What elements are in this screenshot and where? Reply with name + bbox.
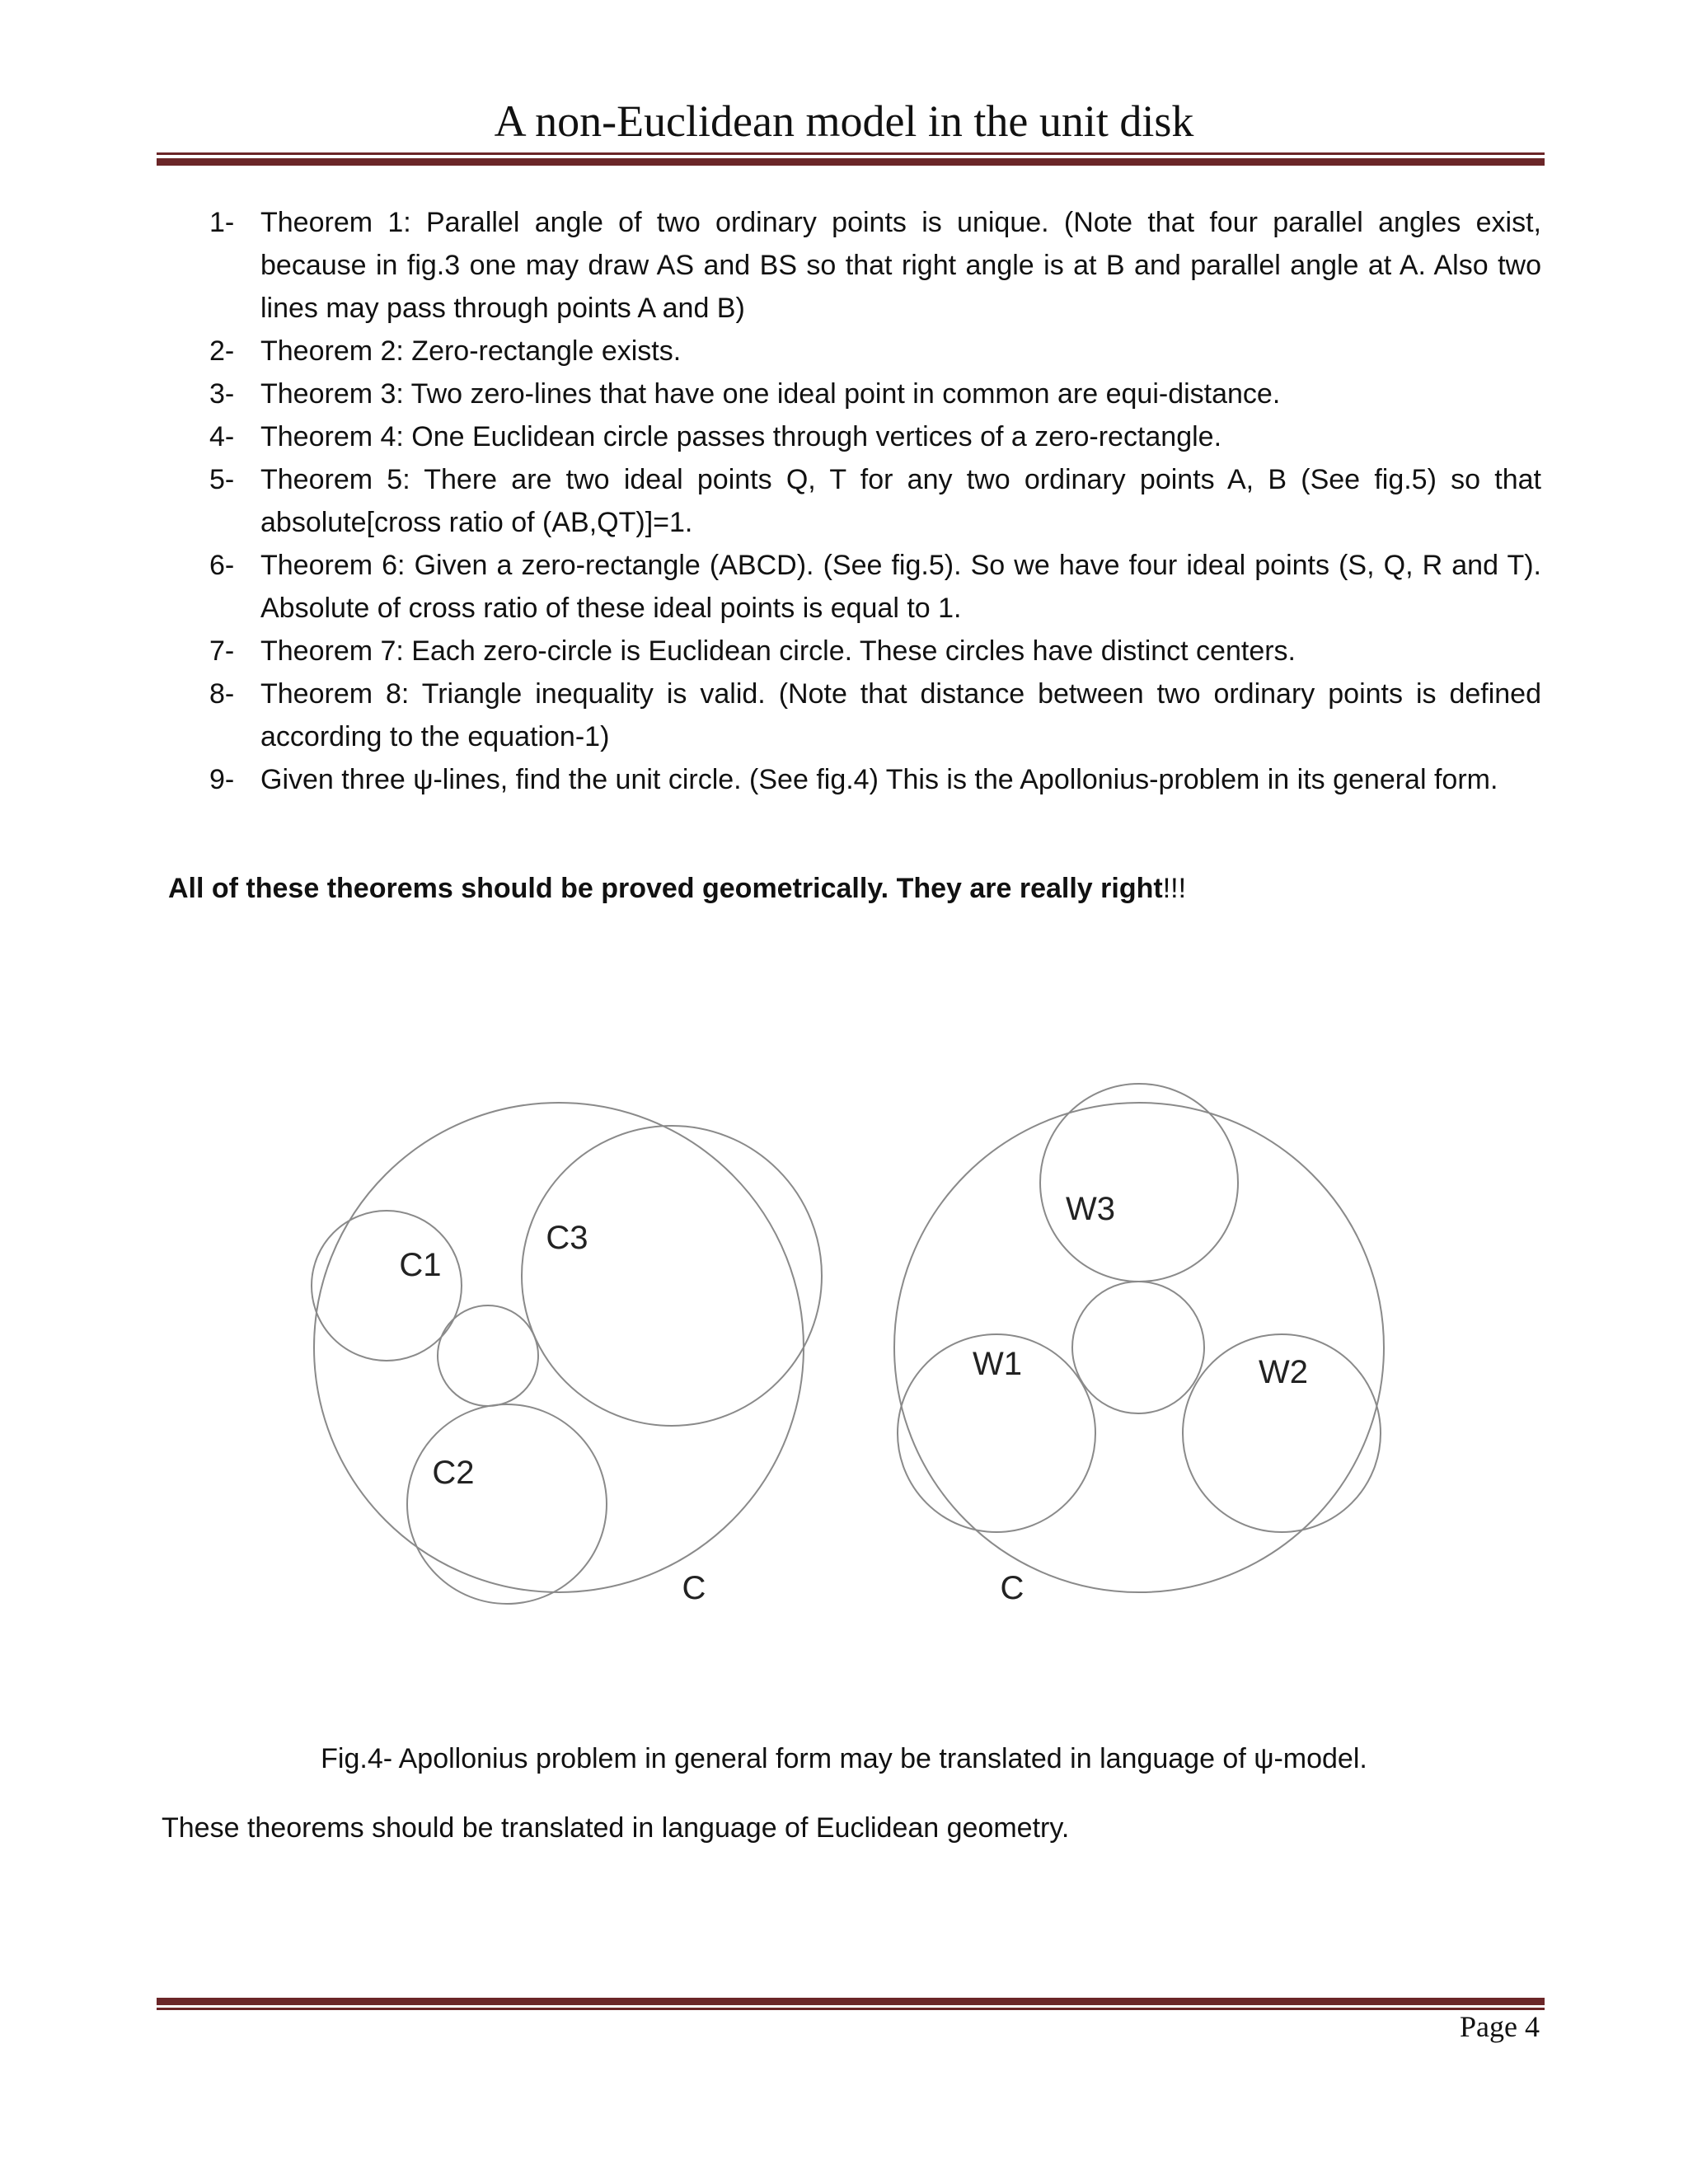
label-c1: C1: [399, 1247, 442, 1283]
list-text: Theorem 5: There are two ideal points Q, T for any two ordinary points A, B (See fig.5) so that absolute[cross ratio of (AB,QT)]=1.: [260, 464, 1541, 538]
list-item: [209, 544, 1541, 630]
header-rule-thin: [157, 152, 1545, 155]
list-number: 9-: [209, 764, 235, 795]
right-unit-circle: [894, 1103, 1384, 1592]
page-number: Page 4: [1460, 2010, 1540, 2043]
footer-rule-thin: [157, 2008, 1545, 2010]
list-number: 3-: [209, 378, 235, 410]
label-w2: W2: [1259, 1354, 1308, 1390]
footer-rule-thick: [157, 1998, 1545, 2005]
list-item: [209, 330, 1541, 373]
emphasis-bold: All of these theorems should be proved geometrically. They are really right: [168, 873, 1163, 904]
label-c-left: C: [682, 1570, 706, 1606]
list-item: [209, 630, 1541, 673]
theorem-list: [209, 201, 1541, 801]
list-text: Theorem 1: Parallel angle of two ordinary points is unique. (Note that four parallel angles exist, because in fig.3 one may draw AS and BS so that right angle is at B and parallel angle at A. Also two lines may pass through points A and B): [260, 207, 1541, 324]
label-c3: C3: [546, 1220, 588, 1256]
list-text: Theorem 7: Each zero-circle is Euclidean circle. These circles have distinct centers.: [260, 635, 1296, 667]
figure-svg: [0, 1055, 1688, 1632]
list-text: Given three ψ-lines, find the unit circle. (See fig.4) This is the Apollonius-problem in its general form.: [260, 764, 1498, 795]
closing-paragraph: These theorems should be translated in language of Euclidean geometry.: [162, 1812, 1070, 1844]
circle-c1: [312, 1211, 462, 1361]
list-item: [209, 415, 1541, 458]
label-w3: W3: [1066, 1191, 1115, 1227]
list-number: 2-: [209, 335, 235, 367]
list-item: [209, 673, 1541, 758]
header-rule-thick: [157, 158, 1545, 166]
label-c2: C2: [432, 1455, 475, 1491]
circle-c3: [522, 1126, 822, 1426]
emphasis-note: [168, 867, 1186, 910]
list-item: [209, 201, 1541, 330]
list-text: Theorem 2: Zero-rectangle exists.: [260, 335, 682, 367]
list-number: 7-: [209, 635, 235, 667]
emphasis-tail: !!!: [1162, 873, 1187, 904]
label-w1: W1: [973, 1346, 1022, 1382]
apollonius-figure: [0, 1055, 1688, 1632]
list-number: 1-: [209, 207, 235, 238]
right-inner-circle: [1072, 1282, 1204, 1413]
list-item: [209, 373, 1541, 415]
page-title: A non-Euclidean model in the unit disk: [494, 96, 1194, 146]
list-item: [209, 758, 1541, 801]
circle-c2: [407, 1404, 607, 1604]
list-text: Theorem 6: Given a zero-rectangle (ABCD). (See fig.5). So we have four ideal points (S, Q, R and T). Absolute of cross ratio of these ideal points is equal to 1.: [260, 550, 1541, 624]
list-text: Theorem 3: Two zero-lines that have one ideal point in common are equi-distance.: [260, 378, 1281, 410]
list-item: [209, 458, 1541, 544]
list-text: Theorem 4: One Euclidean circle passes through vertices of a zero-rectangle.: [260, 421, 1222, 452]
figure-caption: Fig.4- Apollonius problem in general form may be translated in language of ψ-model.: [321, 1743, 1367, 1774]
label-c-right: C: [1000, 1570, 1025, 1606]
list-number: 4-: [209, 421, 235, 452]
list-number: 6-: [209, 550, 235, 581]
list-number: 8-: [209, 678, 235, 710]
left-inner-circle: [438, 1305, 538, 1406]
list-text: Theorem 8: Triangle inequality is valid. (Note that distance between two ordinary points is defined according to the equation-1): [260, 678, 1541, 752]
list-number: 5-: [209, 464, 235, 495]
